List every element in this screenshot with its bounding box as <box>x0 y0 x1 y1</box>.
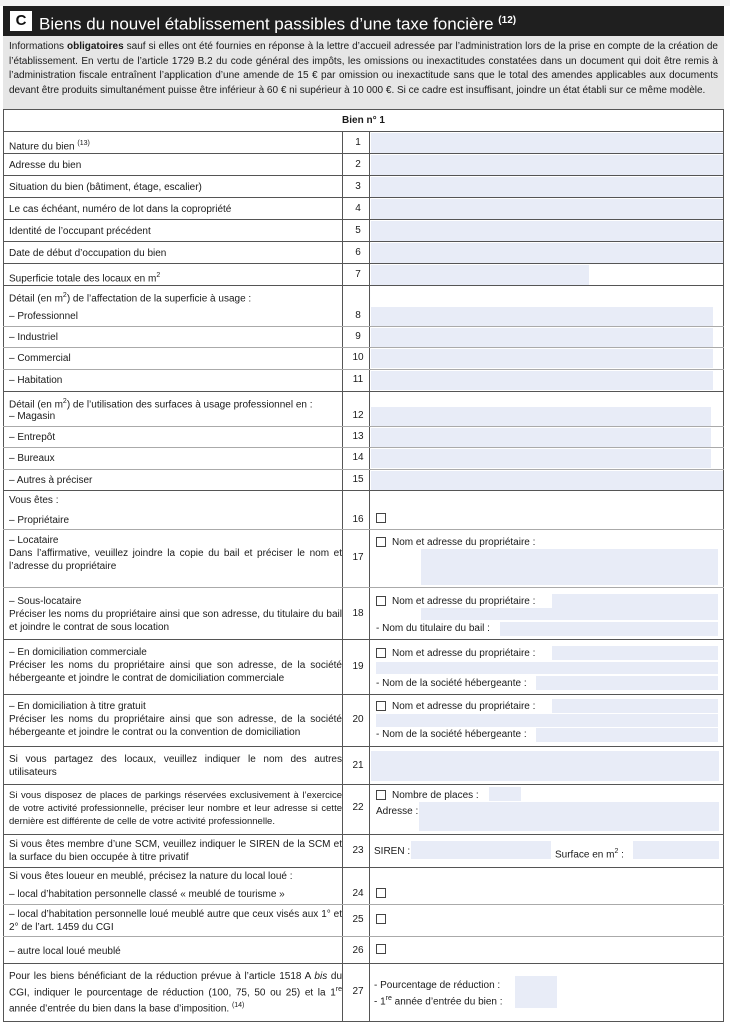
domgrat-proprietaire-input[interactable] <box>552 699 718 713</box>
row-19: – En domiciliation commerciale Préciser les noms du propriétaire ainsi que son adresse, de la société hébergeante et joindre le contrat de domiciliation commerciale 19 Nom et adresse du propriétaire : - Nom de la société hébergeante : <box>3 640 724 695</box>
section-header <box>3 6 724 36</box>
situation-du-bien-input[interactable] <box>371 177 723 197</box>
affectation-row-10: – Commercial 10 <box>3 348 724 370</box>
superficie-totale-input[interactable] <box>371 265 589 285</box>
affectation-row-8: – Professionnel 8 <box>3 306 724 327</box>
row-4: Le cas échéant, numéro de lot dans la copropriété 4 <box>3 198 724 220</box>
affectation-block: Détail (en $m^2$) de l’affectation de la superficie à usage : <box>3 286 724 392</box>
proprietaire-checkbox[interactable] <box>376 513 386 523</box>
domgrat-societe-input[interactable] <box>536 728 718 742</box>
utilisation-row-14: – Bureaux 14 <box>3 448 724 470</box>
utilisation-row-12: – Magasin 12 <box>3 406 724 427</box>
sous-locataire-proprietaire-input-2[interactable] <box>421 608 718 620</box>
row-26: – autre local loué meublé 26 <box>3 937 724 964</box>
row-23: Si vous êtes membre d’une SCM, veuillez indiquer le SIREN de la SCM et la surface du bien occupée à titre privatif 23 SIREN : Surface en $m^2$ : <box>3 835 724 868</box>
row-25: – local d’habitation personnelle loué meublé autre que ceux visés aux 1° et 2° de l’art. 1459 du CGI 25 <box>3 905 724 937</box>
title-note-ref: (12) <box>498 15 517 26</box>
habitation-input[interactable] <box>371 371 713 390</box>
parking-adresse-input[interactable] <box>419 802 719 831</box>
meuble-autre-habitation-checkbox[interactable] <box>376 914 386 924</box>
row-17: – Locataire Dans l’affirmative, veuillez joindre la copie du bail et préciser le nom et l’adresse du propriétaire 17 Nom et adresse du propriétaire : <box>3 530 724 588</box>
utilisation-row-15: – Autres à préciser 15 <box>3 470 724 491</box>
professionnel-input[interactable] <box>371 307 713 326</box>
bureaux-input[interactable] <box>371 449 711 468</box>
row-24: Si vous êtes loueur en meublé, précisez la nature du local loué : – local d’habitation personnelle classé « meublé de tourisme » 24 <box>3 868 724 905</box>
annee-entree-input[interactable] <box>515 992 557 1008</box>
date-debut-occupation-input[interactable] <box>371 243 723 263</box>
bien-column-header: Bien n° 1 <box>3 110 724 132</box>
row-21: Si vous partagez des locaux, veuillez indiquer le nom des autres utilisateurs 21 <box>3 747 724 785</box>
intro-notice: Informations obligatoires sauf si elles ont été fournies en réponse à la lettre d’accueil adressée par l’administration lors de la prise en compte de la création de l’établissement. En vertu de l’article 1729 B.2 du code général des impôts, les omissions ou inexactitudes constatées dans un document qui doit être remis à l’administration fiscale entraînent l’application d’une amende de 15 € par omission ou inexactitude sans que le total des amendes applicables aux documents devant être produits simultanément puisse être inférieur à 60 € ni supérieur à 10 000 €. Si ce cadre est insuffisant, joindre un état établi sur ce même modèle. <box>3 36 724 110</box>
row-6: Date de début d’occupation du bien 6 <box>3 242 724 264</box>
magasin-input[interactable] <box>371 407 711 426</box>
entrepot-input[interactable] <box>371 428 711 447</box>
domcom-proprietaire-input[interactable] <box>552 646 718 660</box>
titulaire-du-bail-input[interactable] <box>500 622 718 636</box>
section-letter: C <box>10 11 32 31</box>
row-3: Situation du bien (bâtiment, étage, escalier) 3 <box>3 176 724 198</box>
row-2: Adresse du bien 2 <box>3 154 724 176</box>
autres-utilisateurs-input[interactable] <box>371 751 719 781</box>
sous-locataire-checkbox[interactable] <box>376 596 386 606</box>
row-27: Pour les biens bénéficiant de la réduction prévue à l’article 1518 A bis du CGI, indiquer le pourcentage de réduction (100, 75, 50 ou 25) et la 1re année d’entrée du bien dans la base d’imposition. $^{(14)}$ 27 - Pourcentage de réduction : - 1re année d’entrée du bien : <box>3 964 724 1022</box>
autres-a-preciser-input[interactable] <box>371 471 723 490</box>
row-1: Nature du bien $^{(13)}$ 1 <box>3 132 724 154</box>
row-7: Superficie totale des locaux en $m^2$ 7 <box>3 264 724 286</box>
occupant-precedent-input[interactable] <box>371 221 723 241</box>
nombre-places-input[interactable] <box>489 787 521 801</box>
row-20: – En domiciliation à titre gratuit Préciser les noms du propriétaire ainsi que son adresse, de la société hébergeante et joindre le contrat ou la convention de domiciliation 20 Nom et adresse du propriétaire : - Nom de la société hébergeante : <box>3 695 724 747</box>
adresse-du-bien-input[interactable] <box>371 155 723 175</box>
section-title: Biens du nouvel établissement passibles d’une taxe foncière $^{(12)}$ <box>39 14 517 34</box>
affectation-row-9: – Industriel 9 <box>3 327 724 348</box>
numero-lot-input[interactable] <box>371 199 723 219</box>
domcom-proprietaire-input-2[interactable] <box>376 662 718 674</box>
domiciliation-commerciale-checkbox[interactable] <box>376 648 386 658</box>
locataire-proprietaire-input[interactable] <box>421 549 718 585</box>
row-5: Identité de l’occupant précédent 5 <box>3 220 724 242</box>
domcom-societe-input[interactable] <box>536 676 718 690</box>
industriel-input[interactable] <box>371 328 713 347</box>
row-16: Vous êtes : – Propriétaire 16 <box>3 491 724 530</box>
domiciliation-gratuit-checkbox[interactable] <box>376 701 386 711</box>
commercial-input[interactable] <box>371 349 713 368</box>
meuble-tourisme-checkbox[interactable] <box>376 888 386 898</box>
nature-du-bien-input[interactable] <box>371 133 723 153</box>
autre-local-meuble-checkbox[interactable] <box>376 944 386 954</box>
row-22: Si vous disposez de places de parkings réservées exclusivement à l’exercice de votre activité professionnelle, préciser leur nombre et leur adresse si cette dernière est différente de celle de votre activité professionnelle. 22 Nombre de places : Adresse : <box>3 785 724 835</box>
pourcentage-reduction-input[interactable] <box>515 976 557 992</box>
affectation-row-11: – Habitation 11 <box>3 370 724 392</box>
utilisation-row-13: – Entrepôt 13 <box>3 427 724 448</box>
surface-scm-input[interactable] <box>633 841 719 859</box>
intro-bold: obligatoires <box>66 41 124 52</box>
row-18: – Sous-locataire Préciser les noms du propriétaire ainsi que son adresse, du titulaire du bail et joindre le contrat de sous location 18 Nom et adresse du propriétaire : - Nom du titulaire du bail : <box>3 588 724 640</box>
siren-input[interactable] <box>411 841 551 859</box>
locataire-checkbox[interactable] <box>376 537 386 547</box>
domgrat-proprietaire-input-2[interactable] <box>376 714 718 727</box>
parking-checkbox[interactable] <box>376 790 386 800</box>
utilisation-block: Détail (en $m^2$) de l’utilisation des surfaces à usage professionnel en : <box>3 392 724 491</box>
sous-locataire-proprietaire-input[interactable] <box>552 594 718 608</box>
